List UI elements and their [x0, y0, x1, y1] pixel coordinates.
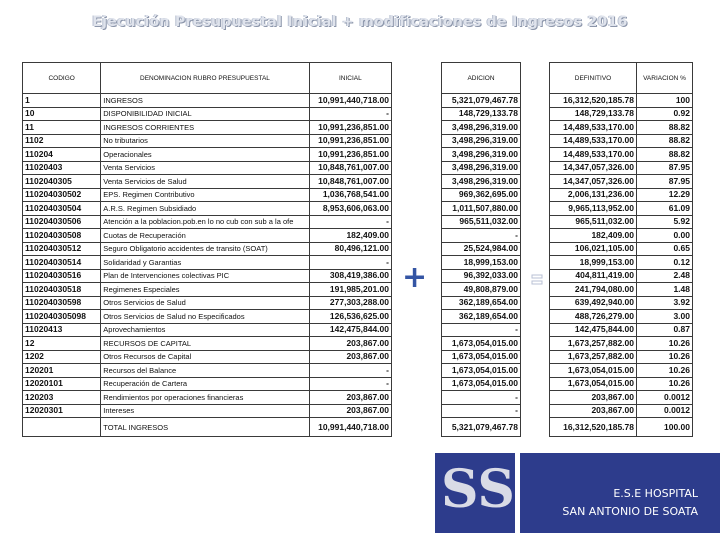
cell-denominacion: Venta Servicios — [101, 161, 309, 175]
table-row — [442, 391, 521, 405]
cell-variacion: 100.00 — [637, 418, 693, 437]
cell-codigo: 12 — [23, 337, 101, 351]
cell-variacion: 0.0012 — [637, 391, 693, 405]
table-row — [550, 188, 693, 202]
header-definitivo: DEFINITIVO — [550, 63, 637, 94]
table-row — [442, 350, 521, 364]
cell-inicial: 142,475,844.00 — [309, 323, 391, 337]
table-row — [550, 242, 693, 256]
cell-codigo: 1102040305 — [23, 175, 101, 189]
table-row — [442, 107, 521, 121]
cell-denominacion: Solidaridad y Garantias — [101, 256, 309, 270]
institution-line-1: E.S.E HOSPITAL — [613, 487, 698, 500]
cell-definitivo: 241,794,080.00 — [550, 283, 637, 297]
cell-variacion: 61.09 — [637, 202, 693, 216]
cell-codigo: 110204030516 — [23, 269, 101, 283]
table-row — [23, 256, 392, 270]
cell-denominacion: Plan de Intervenciones colectivas PIC — [101, 269, 309, 283]
cell-definitivo: 16,312,520,185.78 — [550, 94, 637, 108]
cell-inicial: - — [309, 107, 391, 121]
plus-operator: + — [402, 260, 428, 295]
table-row — [442, 296, 521, 310]
table-row — [550, 134, 693, 148]
table-row — [442, 134, 521, 148]
table-row — [442, 269, 521, 283]
cell-denominacion: RECURSOS DE CAPITAL — [101, 337, 309, 351]
cell-definitivo: 1,673,257,882.00 — [550, 337, 637, 351]
cell-definitivo: 965,511,032.00 — [550, 215, 637, 229]
cell-definitivo: 16,312,520,185.78 — [550, 418, 637, 437]
cell-variacion: 10.26 — [637, 337, 693, 351]
cell-variacion: 88.82 — [637, 121, 693, 135]
cell-codigo: 1202 — [23, 350, 101, 364]
cell-adicion: 3,498,296,319.00 — [442, 121, 521, 135]
table-row — [550, 256, 693, 270]
table-row — [550, 364, 693, 378]
table-row — [23, 269, 392, 283]
cell-inicial: 203,867.00 — [309, 391, 391, 405]
cell-inicial: - — [309, 256, 391, 270]
cell-codigo: 120203 — [23, 391, 101, 405]
cell-variacion: 10.26 — [637, 350, 693, 364]
table-row — [23, 404, 392, 418]
table-row — [550, 404, 693, 418]
cell-adicion: 1,673,054,015.00 — [442, 350, 521, 364]
cell-codigo: 110204030508 — [23, 229, 101, 243]
cell-definitivo: 639,492,940.00 — [550, 296, 637, 310]
cell-variacion: 1.48 — [637, 283, 693, 297]
cell-adicion: 1,673,054,015.00 — [442, 337, 521, 351]
table-row — [23, 364, 392, 378]
cell-variacion: 3.00 — [637, 310, 693, 324]
cell-definitivo: 9,965,113,952.00 — [550, 202, 637, 216]
cell-definitivo: 14,489,533,170.00 — [550, 134, 637, 148]
cell-variacion: 87.95 — [637, 161, 693, 175]
table-row — [442, 242, 521, 256]
table-row — [442, 256, 521, 270]
cell-codigo: 110204 — [23, 148, 101, 162]
cell-inicial: 10,991,236,851.00 — [309, 148, 391, 162]
cell-definitivo: 14,347,057,326.00 — [550, 161, 637, 175]
table-row — [550, 418, 693, 437]
table-row — [550, 94, 693, 108]
cell-definitivo: 203,867.00 — [550, 404, 637, 418]
cell-denominacion: Intereses — [101, 404, 309, 418]
cell-codigo: 1102 — [23, 134, 101, 148]
cell-variacion: 0.87 — [637, 323, 693, 337]
table-row — [23, 323, 392, 337]
table-row — [442, 229, 521, 243]
table-row — [23, 94, 392, 108]
hospital-logo — [435, 453, 515, 533]
cell-codigo: 11020403 — [23, 161, 101, 175]
cell-inicial: 203,867.00 — [309, 404, 391, 418]
cell-variacion: 3.92 — [637, 296, 693, 310]
cell-codigo: 110204030504 — [23, 202, 101, 216]
cell-variacion: 10.26 — [637, 377, 693, 391]
cell-codigo: 1 — [23, 94, 101, 108]
cell-definitivo: 14,489,533,170.00 — [550, 148, 637, 162]
budget-table-initial — [22, 62, 392, 437]
cell-adicion: 1,673,054,015.00 — [442, 364, 521, 378]
table-row — [442, 323, 521, 337]
table-row — [23, 175, 392, 189]
cell-variacion: 87.95 — [637, 175, 693, 189]
table-row — [442, 202, 521, 216]
cell-definitivo: 148,729,133.78 — [550, 107, 637, 121]
cell-definitivo: 203,867.00 — [550, 391, 637, 405]
cell-variacion: 12.29 — [637, 188, 693, 202]
cell-inicial: 277,303,288.00 — [309, 296, 391, 310]
header-denominacion: DENOMINACION RUBRO PRESUPUESTAL — [101, 63, 309, 94]
table-row — [550, 350, 693, 364]
cell-inicial: - — [309, 364, 391, 378]
cell-denominacion: INGRESOS CORRIENTES — [101, 121, 309, 135]
cell-codigo: 1102040305098 — [23, 310, 101, 324]
cell-denominacion: Atención a la poblacion.pob.en lo no cub con sub a la ofe — [101, 215, 309, 229]
cell-inicial: 10,991,440,718.00 — [309, 418, 391, 437]
cell-definitivo: 1,673,054,015.00 — [550, 377, 637, 391]
cell-denominacion: No tributarios — [101, 134, 309, 148]
cell-inicial: 10,991,236,851.00 — [309, 121, 391, 135]
cell-adicion: - — [442, 229, 521, 243]
cell-variacion: 0.12 — [637, 256, 693, 270]
cell-variacion: 0.92 — [637, 107, 693, 121]
cell-codigo: 110204030518 — [23, 283, 101, 297]
table-row — [550, 377, 693, 391]
table-row — [442, 377, 521, 391]
table-row — [550, 296, 693, 310]
cell-denominacion: Operacionales — [101, 148, 309, 162]
cell-codigo: 10 — [23, 107, 101, 121]
equals-icon — [530, 272, 544, 286]
cell-codigo: 120201 — [23, 364, 101, 378]
cell-codigo: 110204030598 — [23, 296, 101, 310]
cell-adicion: 969,362,695.00 — [442, 188, 521, 202]
cell-definitivo: 106,021,105.00 — [550, 242, 637, 256]
cell-denominacion: EPS. Regimen Contributivo — [101, 188, 309, 202]
cell-definitivo: 1,673,054,015.00 — [550, 364, 637, 378]
cell-inicial: - — [309, 215, 391, 229]
cell-codigo: 110204030502 — [23, 188, 101, 202]
cell-inicial: 10,991,236,851.00 — [309, 134, 391, 148]
cell-codigo: 11 — [23, 121, 101, 135]
cell-inicial: 8,953,606,063.00 — [309, 202, 391, 216]
cell-adicion: 5,321,079,467.78 — [442, 94, 521, 108]
cell-adicion: 1,673,054,015.00 — [442, 377, 521, 391]
cell-adicion: - — [442, 391, 521, 405]
cell-adicion: 49,808,879.00 — [442, 283, 521, 297]
table-row — [550, 107, 693, 121]
table-row — [23, 134, 392, 148]
cell-definitivo: 18,999,153.00 — [550, 256, 637, 270]
header-inicial: INICIAL — [309, 63, 391, 94]
table-row — [23, 377, 392, 391]
cell-inicial: 10,848,761,007.00 — [309, 175, 391, 189]
table-row — [23, 337, 392, 351]
cell-definitivo: 142,475,844.00 — [550, 323, 637, 337]
cell-inicial: 203,867.00 — [309, 337, 391, 351]
table-row — [23, 121, 392, 135]
table-row — [550, 391, 693, 405]
cell-adicion: 1,011,507,880.00 — [442, 202, 521, 216]
cell-adicion: 3,498,296,319.00 — [442, 161, 521, 175]
cell-denominacion: DISPONIBILIDAD INICIAL — [101, 107, 309, 121]
table-row — [550, 215, 693, 229]
cell-codigo: 12020101 — [23, 377, 101, 391]
cell-denominacion: A.R.S. Regimen Subsidiado — [101, 202, 309, 216]
cell-codigo: 12020301 — [23, 404, 101, 418]
cell-variacion: 88.82 — [637, 134, 693, 148]
table-row — [442, 404, 521, 418]
table-row — [23, 161, 392, 175]
table-row — [550, 175, 693, 189]
table-row — [442, 418, 521, 437]
cell-variacion: 100 — [637, 94, 693, 108]
cell-definitivo: 14,489,533,170.00 — [550, 121, 637, 135]
table-row — [442, 161, 521, 175]
table-row — [550, 229, 693, 243]
table-row — [23, 215, 392, 229]
cell-inicial: 191,985,201.00 — [309, 283, 391, 297]
table-row — [550, 323, 693, 337]
cell-codigo: 110204030514 — [23, 256, 101, 270]
cell-adicion: - — [442, 323, 521, 337]
cell-codigo: 110204030512 — [23, 242, 101, 256]
cell-variacion: 0.0012 — [637, 404, 693, 418]
cell-definitivo: 14,347,057,326.00 — [550, 175, 637, 189]
cell-denominacion: Otros Servicios de Salud no Especificados — [101, 310, 309, 324]
cell-codigo: 110204030506 — [23, 215, 101, 229]
cell-adicion: 148,729,133.78 — [442, 107, 521, 121]
cell-adicion: 3,498,296,319.00 — [442, 175, 521, 189]
table-row — [23, 242, 392, 256]
table-row — [23, 229, 392, 243]
table-row — [550, 202, 693, 216]
cell-denominacion: TOTAL INGRESOS — [101, 418, 309, 437]
table-row — [23, 391, 392, 405]
table-row — [23, 310, 392, 324]
table-row — [442, 188, 521, 202]
header-adicion: ADICION — [442, 63, 521, 94]
table-row — [442, 310, 521, 324]
table-row — [550, 310, 693, 324]
cell-inicial: 10,848,761,007.00 — [309, 161, 391, 175]
institution-line-2: SAN ANTONIO DE SOATA — [562, 505, 698, 518]
header-variacion: VARIACION % — [637, 63, 693, 94]
cell-definitivo: 1,673,257,882.00 — [550, 350, 637, 364]
cell-codigo — [23, 418, 101, 437]
cell-inicial: 10,991,440,718.00 — [309, 94, 391, 108]
cell-inicial: - — [309, 377, 391, 391]
logo-letters: SS — [441, 459, 515, 520]
cell-inicial: 1,036,768,541.00 — [309, 188, 391, 202]
cell-denominacion: Venta Servicios de Salud — [101, 175, 309, 189]
cell-denominacion: Aprovechamientos — [101, 323, 309, 337]
cell-denominacion: Otros Recursos de Capital — [101, 350, 309, 364]
table-row — [550, 283, 693, 297]
cell-variacion: 2.48 — [637, 269, 693, 283]
cell-adicion: 5,321,079,467.78 — [442, 418, 521, 437]
table-row — [442, 215, 521, 229]
cell-variacion: 10.26 — [637, 364, 693, 378]
cell-inicial: 126,536,625.00 — [309, 310, 391, 324]
cell-variacion: 5.92 — [637, 215, 693, 229]
table-row — [23, 283, 392, 297]
cell-variacion: 88.82 — [637, 148, 693, 162]
cell-denominacion: INGRESOS — [101, 94, 309, 108]
cell-denominacion: Seguro Obligatorio accidentes de transito (SOAT) — [101, 242, 309, 256]
cell-definitivo: 2,006,131,236.00 — [550, 188, 637, 202]
cell-denominacion: Rendimientos por operaciones financieras — [101, 391, 309, 405]
cell-inicial: 308,419,386.00 — [309, 269, 391, 283]
table-row — [550, 121, 693, 135]
table-row — [23, 188, 392, 202]
header-codigo: CODIGO — [23, 63, 101, 94]
table-row — [23, 350, 392, 364]
table-row — [550, 269, 693, 283]
institution-banner — [520, 453, 720, 533]
budget-table-addition — [441, 62, 521, 437]
cell-adicion: 362,189,654.00 — [442, 296, 521, 310]
cell-adicion: 96,392,033.00 — [442, 269, 521, 283]
table-row — [442, 283, 521, 297]
cell-adicion: 25,524,984.00 — [442, 242, 521, 256]
cell-denominacion: Recuperación de Cartera — [101, 377, 309, 391]
cell-adicion: 965,511,032.00 — [442, 215, 521, 229]
cell-adicion: 3,498,296,319.00 — [442, 148, 521, 162]
cell-inicial: 203,867.00 — [309, 350, 391, 364]
cell-adicion: 18,999,153.00 — [442, 256, 521, 270]
cell-definitivo: 488,726,279.00 — [550, 310, 637, 324]
table-row — [550, 337, 693, 351]
cell-definitivo: 404,811,419.00 — [550, 269, 637, 283]
table-row — [23, 148, 392, 162]
table-row — [23, 107, 392, 121]
cell-definitivo: 182,409.00 — [550, 229, 637, 243]
cell-inicial: 182,409.00 — [309, 229, 391, 243]
table-row — [23, 202, 392, 216]
cell-inicial: 80,496,121.00 — [309, 242, 391, 256]
cell-denominacion: Regimenes Especiales — [101, 283, 309, 297]
table-row — [550, 161, 693, 175]
budget-table-definitive — [549, 62, 693, 437]
cell-denominacion: Cuotas de Recuperación — [101, 229, 309, 243]
table-row — [23, 296, 392, 310]
table-row — [550, 148, 693, 162]
table-row — [442, 121, 521, 135]
cell-denominacion: Otros Servicios de Salud — [101, 296, 309, 310]
cell-adicion: - — [442, 404, 521, 418]
table-row — [442, 175, 521, 189]
cell-variacion: 0.00 — [637, 229, 693, 243]
table-row — [442, 337, 521, 351]
cell-variacion: 0.65 — [637, 242, 693, 256]
page-title: Ejecución Presupuestal Inicial + modificaciones de Ingresos 2016 — [92, 14, 628, 30]
table-row — [23, 418, 392, 437]
table-row — [442, 94, 521, 108]
cell-denominacion: Recursos del Balance — [101, 364, 309, 378]
table-row — [442, 364, 521, 378]
cell-adicion: 362,189,654.00 — [442, 310, 521, 324]
cell-codigo: 11020413 — [23, 323, 101, 337]
table-row — [442, 148, 521, 162]
cell-adicion: 3,498,296,319.00 — [442, 134, 521, 148]
